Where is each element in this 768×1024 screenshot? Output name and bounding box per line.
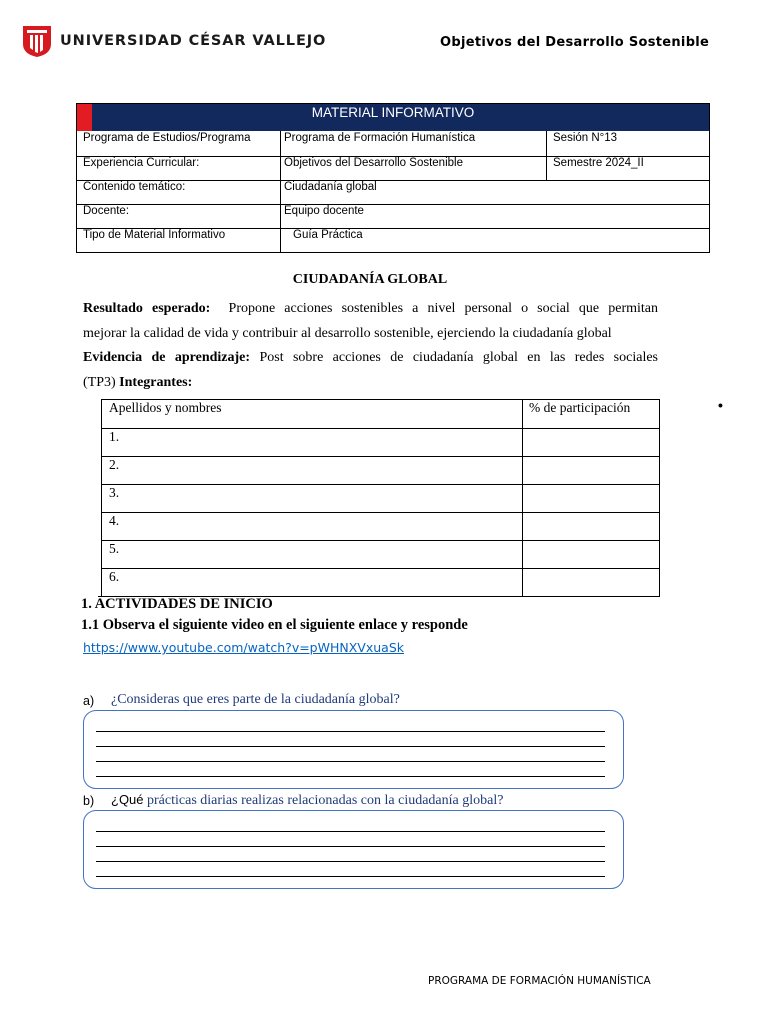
page-title: CIUDADANÍA GLOBAL <box>292 272 448 287</box>
section-heading: 1. ACTIVIDADES DE INICIO <box>81 596 273 612</box>
member-row-6: 6. <box>109 569 120 584</box>
info-banner-title: MATERIAL INFORMATIVO <box>311 105 475 120</box>
question-b-body: prácticas diarias realizas relacionadas con la ciudadanía global? <box>147 793 504 808</box>
evidencia-line-1: Post sobre acciones de ciudadanía global en las redes sociales <box>259 350 659 365</box>
integrantes-label: Integrantes: <box>119 374 193 390</box>
info-row-1-label: Programa de Estudios/Programa <box>83 132 251 144</box>
info-row-5-label: Tipo de Material Informativo <box>83 229 226 241</box>
question-a-text: ¿Consideras que eres parte de la ciudadanía global? <box>111 692 400 707</box>
col-header-participation: % de participación <box>529 400 631 415</box>
video-link[interactable]: https://www.youtube.com/watch?v=pWHNXVxuaSk <box>83 640 404 655</box>
university-name: UNIVERSIDAD CÉSAR VALLEJO <box>60 33 327 49</box>
evidencia-line-2: (TP3) <box>83 374 116 390</box>
info-row-3-label: Contenido temático: <box>83 181 186 193</box>
member-row-3: 3. <box>109 485 120 500</box>
col-header-name: Apellidos y nombres <box>109 400 222 415</box>
members-table <box>101 399 660 597</box>
resultado-line-1: Propone acciones sostenibles a nivel personal o social que permitan <box>228 301 658 316</box>
info-row-4-label: Docente: <box>83 205 130 217</box>
ucv-shield-icon <box>22 24 52 58</box>
question-b-prefix: ¿Qué <box>111 792 144 807</box>
member-row-2: 2. <box>109 457 120 472</box>
info-row-1-value: Programa de Formación Humanística <box>284 132 476 144</box>
evidencia-aprendizaje <box>83 346 658 395</box>
document-topic: Objetivos del Desarrollo Sostenible <box>440 35 710 50</box>
info-row-4-value: Equipo docente <box>284 205 364 217</box>
question-b-text <box>111 792 503 809</box>
section-subheading: 1.1 Observa el siguiente video en el siguiente enlace y responde <box>81 617 468 633</box>
answer-box-a[interactable] <box>83 710 624 789</box>
member-row-4: 4. <box>109 513 120 528</box>
info-row-2-extra: Semestre 2024_II <box>553 157 644 169</box>
info-row-2-value: Objetivos del Desarrollo Sostenible <box>284 157 463 169</box>
answer-box-b[interactable] <box>83 810 624 889</box>
info-row-2-label: Experiencia Curricular: <box>83 157 200 169</box>
info-row-5-value: Guía Práctica <box>293 229 363 241</box>
info-table <box>76 103 710 253</box>
resultado-esperado <box>83 297 658 346</box>
info-row-1-extra: Sesión N°13 <box>553 132 618 144</box>
university-logo <box>22 24 327 60</box>
evidencia-label: Evidencia de aprendizaje: <box>83 350 251 365</box>
question-b-label: b) <box>83 794 95 808</box>
question-a-label: a) <box>83 694 95 708</box>
stray-bullet: • <box>718 397 723 413</box>
member-row-1: 1. <box>109 429 120 444</box>
info-row-3-value: Ciudadanía global <box>284 181 377 193</box>
resultado-line-2: mejorar la calidad de vida y contribuir al desarrollo sostenible, ejerciendo la ciudadanía global <box>83 325 612 341</box>
member-row-5: 5. <box>109 541 120 556</box>
resultado-label: Resultado esperado: <box>83 301 211 316</box>
page-footer: PROGRAMA DE FORMACIÓN HUMANÍSTICA <box>428 975 651 987</box>
